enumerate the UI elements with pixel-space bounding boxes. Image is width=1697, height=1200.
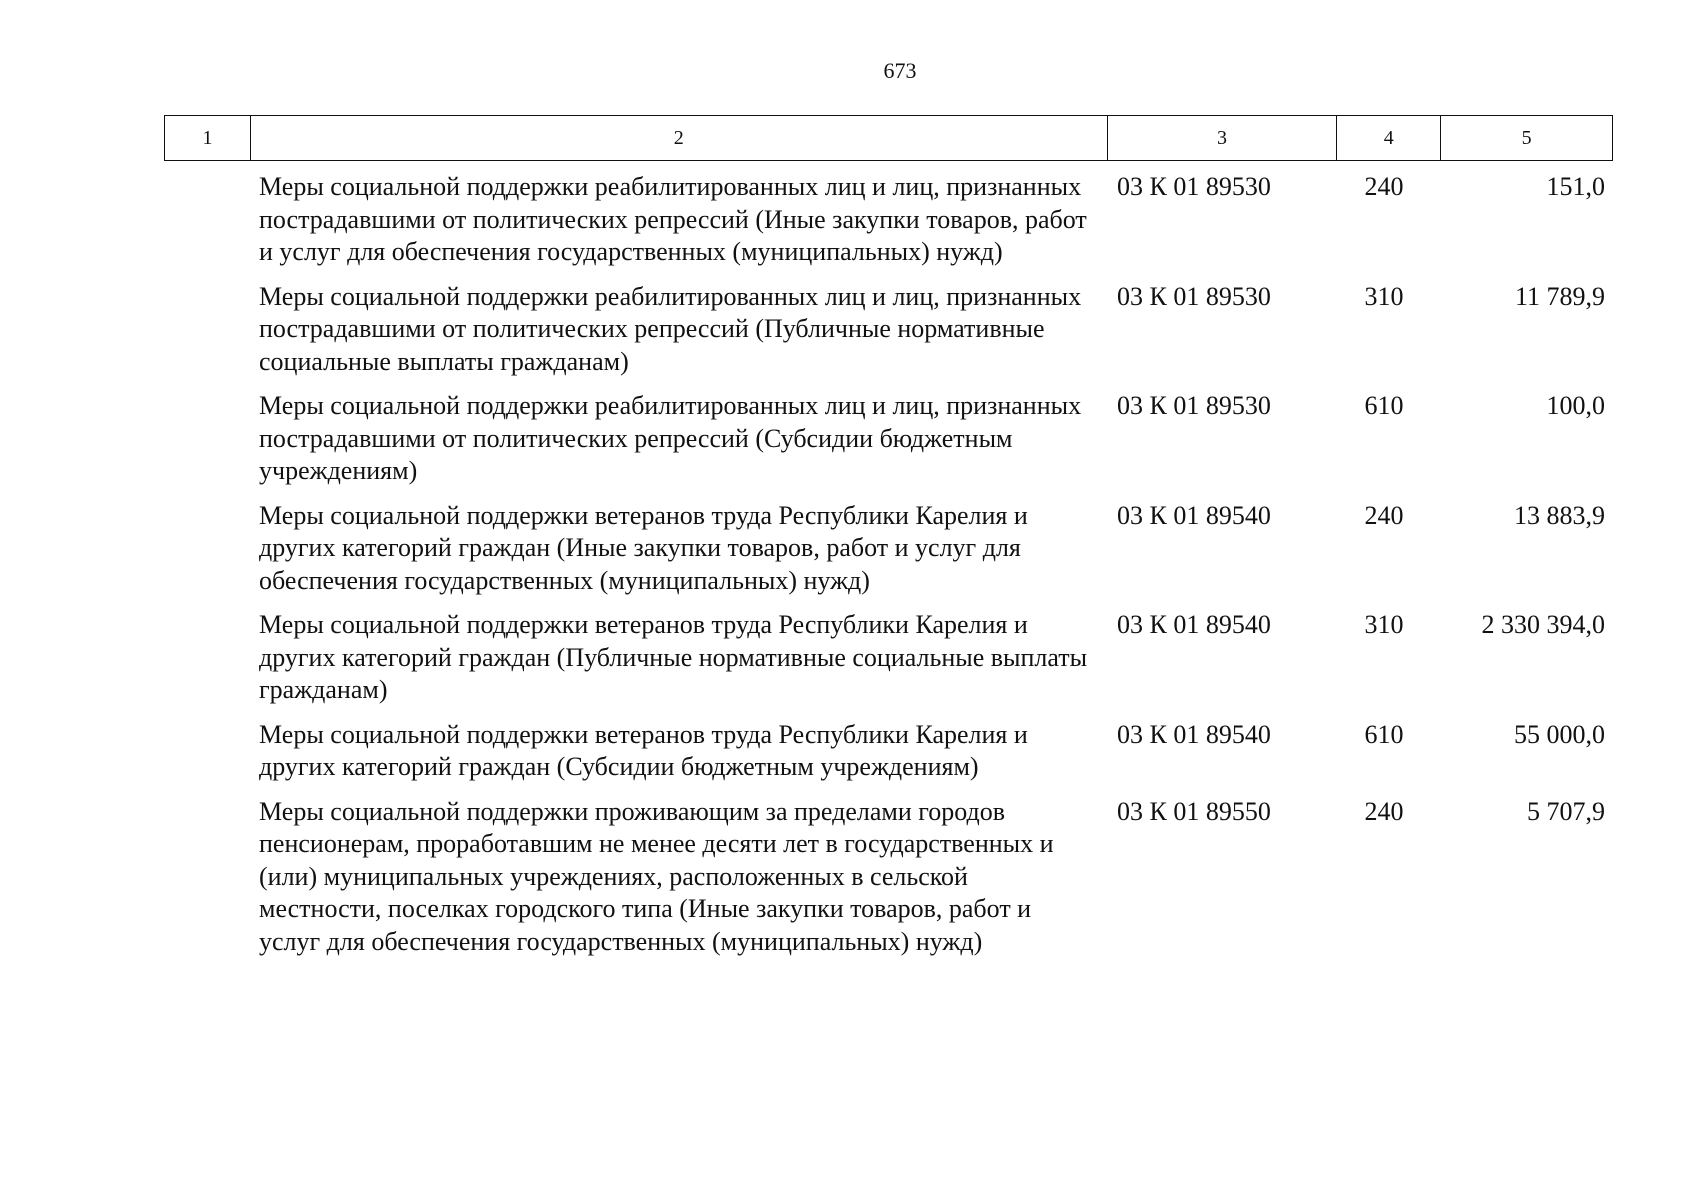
budget-table <box>164 115 1613 958</box>
table-row <box>164 609 1613 707</box>
row-amount: 2 330 394,0 <box>1481 610 1605 639</box>
row-amount: 100,0 <box>1546 391 1605 420</box>
header-col-2: 2 <box>251 116 1108 160</box>
header-col-3: 3 <box>1108 116 1338 160</box>
row-type: 610 <box>1364 719 1404 749</box>
table-body <box>164 171 1613 958</box>
row-type: 240 <box>1364 172 1404 201</box>
header-col-1: 1 <box>165 116 251 160</box>
row-code: 03 К 01 89530 <box>1117 281 1271 311</box>
row-name: Меры социальной поддержки ветеранов труда Республики Карелия и других категорий граждан (Субсидии бюджетным учреждениям) <box>259 719 1028 781</box>
table-row <box>164 390 1613 488</box>
row-amount: 5 707,9 <box>1527 796 1605 826</box>
row-code: 03 К 01 89540 <box>1117 610 1271 639</box>
row-amount: 55 000,0 <box>1514 719 1605 749</box>
row-type: 310 <box>1364 610 1404 639</box>
row-amount: 151,0 <box>1546 172 1605 201</box>
row-name: Меры социальной поддержки реабилитированных лиц и лиц, признанных пострадавшими от политических репрессий (Иные закупки товаров, работ и услуг для обеспечения государственных (муниципальных) нужд) <box>259 172 1087 266</box>
row-amount: 11 789,9 <box>1514 281 1605 311</box>
row-col-1 <box>164 281 250 379</box>
row-code: 03 К 01 89530 <box>1117 391 1271 420</box>
row-name: Меры социальной поддержки ветеранов труда Республики Карелия и других категорий граждан (Публичные нормативные социальные выплаты гражданам) <box>259 610 1088 704</box>
table-row <box>164 281 1613 379</box>
header-col-4: 4 <box>1337 116 1441 160</box>
header-col-5: 5 <box>1521 126 1532 149</box>
row-name: Меры социальной поддержки ветеранов труда Республики Карелия и других категорий граждан (Иные закупки товаров, работ и услуг для обеспечения государственных (муниципальных) нужд) <box>259 500 1028 595</box>
row-col-1 <box>164 171 250 269</box>
table-row <box>164 171 1613 269</box>
row-col-1 <box>164 609 250 707</box>
row-code: 03 К 01 89540 <box>1117 719 1271 749</box>
row-col-1 <box>164 500 250 598</box>
row-amount: 13 883,9 <box>1514 500 1605 530</box>
row-name: Меры социальной поддержки реабилитированных лиц и лиц, признанных пострадавшими от политических репрессий (Публичные нормативные социальные выплаты гражданам) <box>259 281 1082 376</box>
table-header-row <box>164 115 1613 161</box>
row-type: 240 <box>1364 796 1404 826</box>
table-row <box>164 796 1613 959</box>
row-type: 310 <box>1364 281 1404 311</box>
row-code: 03 К 01 89550 <box>1117 796 1271 826</box>
row-code: 03 К 01 89540 <box>1117 500 1271 530</box>
row-name: Меры социальной поддержки реабилитированных лиц и лиц, признанных пострадавшими от политических репрессий (Субсидии бюджетным учреждениям) <box>259 391 1082 485</box>
row-col-1 <box>164 796 250 959</box>
table-row <box>164 500 1613 598</box>
page-number: 673 <box>883 58 917 83</box>
row-type: 240 <box>1364 500 1404 530</box>
row-type: 610 <box>1364 391 1404 420</box>
row-code: 03 К 01 89530 <box>1117 172 1271 201</box>
row-col-1 <box>164 719 250 784</box>
row-col-1 <box>164 390 250 488</box>
row-name: Меры социальной поддержки проживающим за пределами городов пенсионерам, проработавшим не менее десяти лет в государственных и (или) муниципальных учреждениях, расположенных в сельской местности, поселках городского типа (Иные закупки товаров, работ и услуг для обеспечения государственных (муниципальных) нужд) <box>259 796 1054 956</box>
table-row <box>164 719 1613 784</box>
